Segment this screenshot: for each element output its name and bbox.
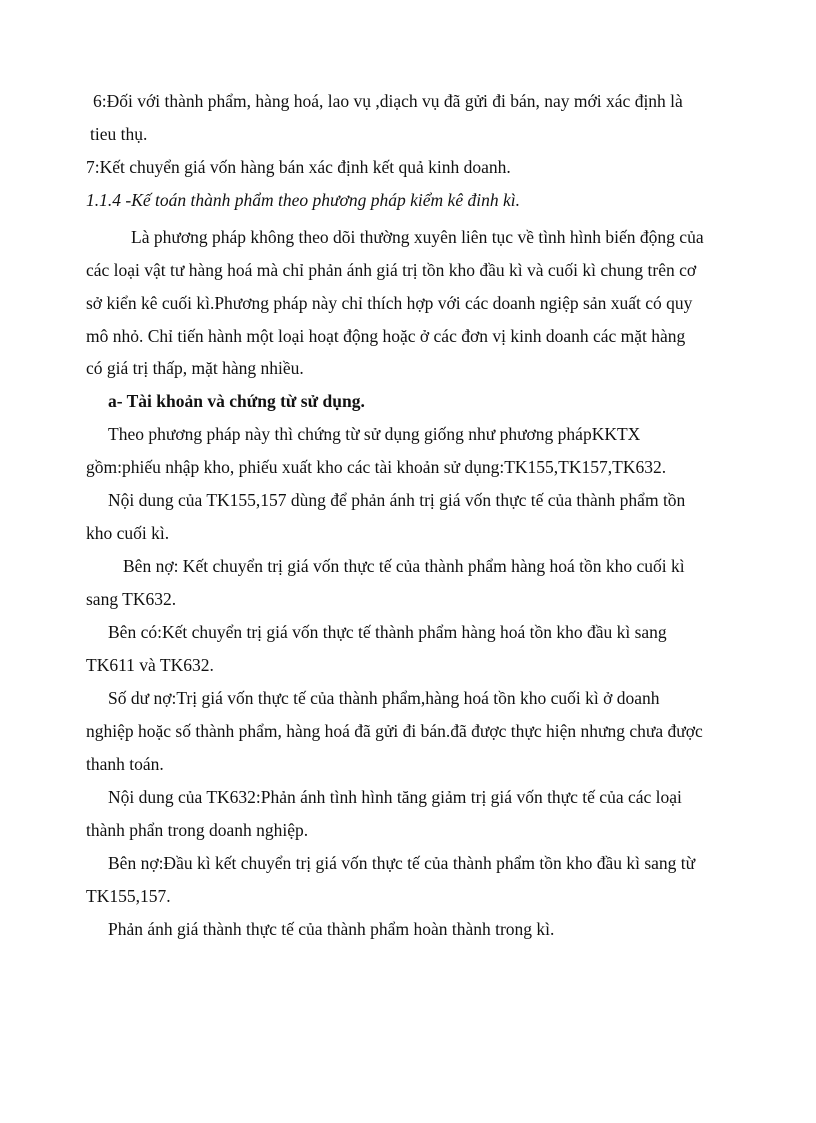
text-line: Theo phương pháp này thì chứng từ sử dụng giống như phương phápKKTX [108, 424, 641, 444]
text-line: Số dư nợ:Trị giá vốn thực tế của thành phẩm,hàng hoá tồn kho cuối kì ở doanh [108, 688, 660, 708]
text-line: mô nhỏ. Chỉ tiến hành một loại hoạt động hoặc ở các đơn vị kinh doanh các mặt hàng [86, 326, 686, 346]
text-line: 7:Kết chuyển giá vốn hàng bán xác định kết quả kinh doanh. [86, 157, 511, 177]
text-line: gồm:phiếu nhập kho, phiếu xuất kho các tài khoản sử dụng:TK155,TK157,TK632. [86, 457, 667, 477]
text-line: sở kiển kê cuối kì.Phương pháp này chỉ thích hợp với các doanh ngiệp sản xuất có quy [86, 293, 693, 313]
text-line: Bên nợ:Đầu kì kết chuyển trị giá vốn thực tế của thành phẩm tồn kho đầu kì sang từ [108, 853, 696, 873]
text-line: 6:Đối với thành phẩm, hàng hoá, lao vụ ,diạch vụ đã gửi đi bán, nay mới xác định là [93, 91, 683, 111]
subsection-heading: a- Tài khoản và chứng từ sử dụng. [108, 391, 365, 411]
text-line: tieu thụ. [90, 124, 148, 144]
text-line: Phản ánh giá thành thực tế của thành phẩm hoàn thành trong kì. [108, 919, 555, 939]
text-line: Bên nợ: Kết chuyển trị giá vốn thực tế của thành phẩm hàng hoá tồn kho cuối kì [123, 556, 685, 576]
text-line: Nội dung của TK632:Phản ánh tình hình tăng giảm trị giá vốn thực tế của các loại [108, 787, 682, 807]
text-line: thanh toán. [86, 754, 164, 774]
text-line: các loại vật tư hàng hoá mà chỉ phản ánh giá trị tồn kho đầu kì và cuối kì chung trên cơ [86, 260, 697, 280]
text-line: sang TK632. [86, 589, 177, 609]
text-line: TK611 và TK632. [86, 655, 214, 675]
text-line: Bên có:Kết chuyển trị giá vốn thực tế thành phẩm hàng hoá tồn kho đầu kì sang [108, 622, 667, 642]
text-line: thành phẩn trong doanh nghiệp. [86, 820, 309, 840]
text-line: có giá trị thấp, mặt hàng nhiều. [86, 358, 304, 378]
text-line: TK155,157. [86, 886, 171, 906]
text-line: nghiệp hoặc số thành phẩm, hàng hoá đã gửi đi bán.đã được thực hiện nhưng chưa được [86, 721, 703, 741]
text-line: Là phương pháp không theo dõi thường xuyên liên tục về tình hình biến động của [131, 227, 704, 247]
text-line: Nội dung của TK155,157 dùng để phản ánh trị giá vốn thực tế của thành phẩm tồn [108, 490, 686, 510]
text-line: kho cuối kì. [86, 523, 170, 543]
section-heading: 1.1.4 -Kế toán thành phẩm theo phương pháp kiểm kê đinh kì. [86, 190, 520, 210]
